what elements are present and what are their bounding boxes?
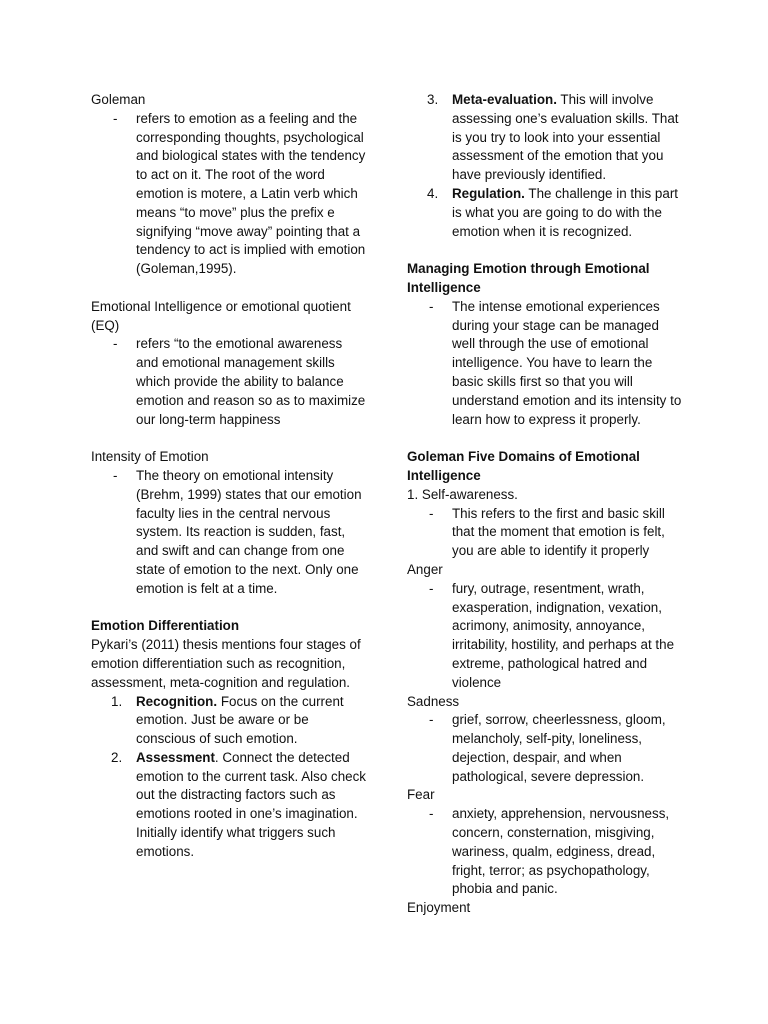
stage-number: 3. xyxy=(427,92,439,107)
differentiation-heading: Emotion Differentiation xyxy=(91,618,240,634)
stage-item xyxy=(407,91,682,185)
anger-definition: fury, outrage, resentment, wrath, exasperation, indignation, vexation, acrimony, animosity, annoyance, irritability, hostility, and perhaps at the extreme, pathological hatred and violence xyxy=(452,580,675,690)
self-awareness-item xyxy=(407,505,682,561)
intensity-definition-item xyxy=(91,467,366,599)
differentiation-intro: Pykari’s (2011) thesis mentions four stages of emotion differentiation such as recognition, assessment, meta-cognition and regulation. xyxy=(91,637,361,690)
bullet-dash: - xyxy=(429,505,434,521)
stage-item xyxy=(407,185,682,241)
stage-number: 2. xyxy=(111,749,123,765)
eq-definition-item xyxy=(91,335,366,429)
managing-heading: Managing Emotion through Emotional Intelligence xyxy=(407,261,650,295)
bullet-dash: - xyxy=(429,712,434,728)
managing-definition-item xyxy=(407,298,682,430)
bullet-dash: - xyxy=(113,110,118,126)
self-awareness-definition: This refers to the first and basic skill that the moment that emotion is felt, you are able to identify it properly xyxy=(452,505,665,559)
eq-heading: Emotional Intelligence or emotional quotient (EQ) xyxy=(91,298,351,333)
stage-item xyxy=(91,749,366,862)
goleman-definition-item xyxy=(91,110,366,279)
intensity-definition: The theory on emotional intensity (Brehm, 1999) states that our emotion faculty lies in the central nervous system. Its reaction is sudden, fast, and swift and can change from one state of emotion to the next. Only one emotion is felt at a time. xyxy=(136,467,362,596)
bullet-dash: - xyxy=(429,298,434,314)
sadness-item xyxy=(407,711,682,786)
bullet-dash: - xyxy=(429,806,434,822)
domains-heading: Goleman Five Domains of Emotional Intelligence xyxy=(407,449,640,483)
stage-term: Recognition. xyxy=(136,693,218,709)
stage-number: 1. xyxy=(111,693,123,709)
self-awareness-label: 1. Self-awareness. xyxy=(407,486,518,502)
stage-term: Regulation. xyxy=(452,185,525,201)
sadness-label: Sadness xyxy=(407,693,460,709)
stage-term: Meta-evaluation. xyxy=(452,92,557,107)
fear-definition: anxiety, apprehension, nervousness, concern, consternation, misgiving, wariness, qualm, edginess, dread, fright, terror; as psychopathology, phobia and panic. xyxy=(452,806,670,897)
fear-label: Fear xyxy=(407,787,435,803)
stage-text: This will involve assessing one’s evaluation skills. That is you try to look into your essential assessment of the emotion that you have previously identified. xyxy=(452,92,679,183)
anger-label: Anger xyxy=(407,561,443,577)
eq-definition: refers “to the emotional awareness and emotional management skills which provide the ability to balance emotion and reason so as to maximize our long-term happiness xyxy=(136,336,366,427)
stage-text: The challenge in this part is what you are going to do with the emotion when it is recognized. xyxy=(452,185,679,239)
stage-text: Focus on the current emotion. Just be aware or be conscious of such emotion. xyxy=(136,693,344,747)
stage-number: 4. xyxy=(427,185,439,201)
bullet-dash: - xyxy=(113,467,118,483)
right-column xyxy=(407,91,682,918)
stage-text: . Connect the detected emotion to the current task. Also check out the distracting factors such as emotions rooted in one’s imagination. Initially identify what triggers such emotions. xyxy=(136,749,366,859)
bullet-dash: - xyxy=(429,580,434,596)
fear-item xyxy=(407,805,682,899)
left-column xyxy=(91,91,366,862)
intensity-heading: Intensity of Emotion xyxy=(91,449,209,465)
goleman-definition: refers to emotion as a feeling and the corresponding thoughts, psychological and biological states with the tendency to act on it. The root of the word emotion is motere, a Latin verb which means “to move” plus the prefix e signifying “move away” pointing that a tendency to act is implied with emotion (Goleman,1995). xyxy=(136,110,366,277)
stage-term: Assessment xyxy=(136,749,215,765)
bullet-dash: - xyxy=(113,336,118,352)
anger-item xyxy=(407,580,682,693)
goleman-heading: Goleman xyxy=(91,92,146,107)
enjoyment-label: Enjoyment xyxy=(407,900,471,916)
stage-item xyxy=(91,693,366,749)
sadness-definition: grief, sorrow, cheerlessness, gloom, melancholy, self-pity, loneliness, dejection, despair, and when pathological, severe depression. xyxy=(452,712,666,784)
managing-definition: The intense emotional experiences during your stage can be managed well through the use of emotional intelligence. You have to learn the basic skills first so that you will understand emotion and its intensity to learn how to express it properly. xyxy=(452,298,682,427)
